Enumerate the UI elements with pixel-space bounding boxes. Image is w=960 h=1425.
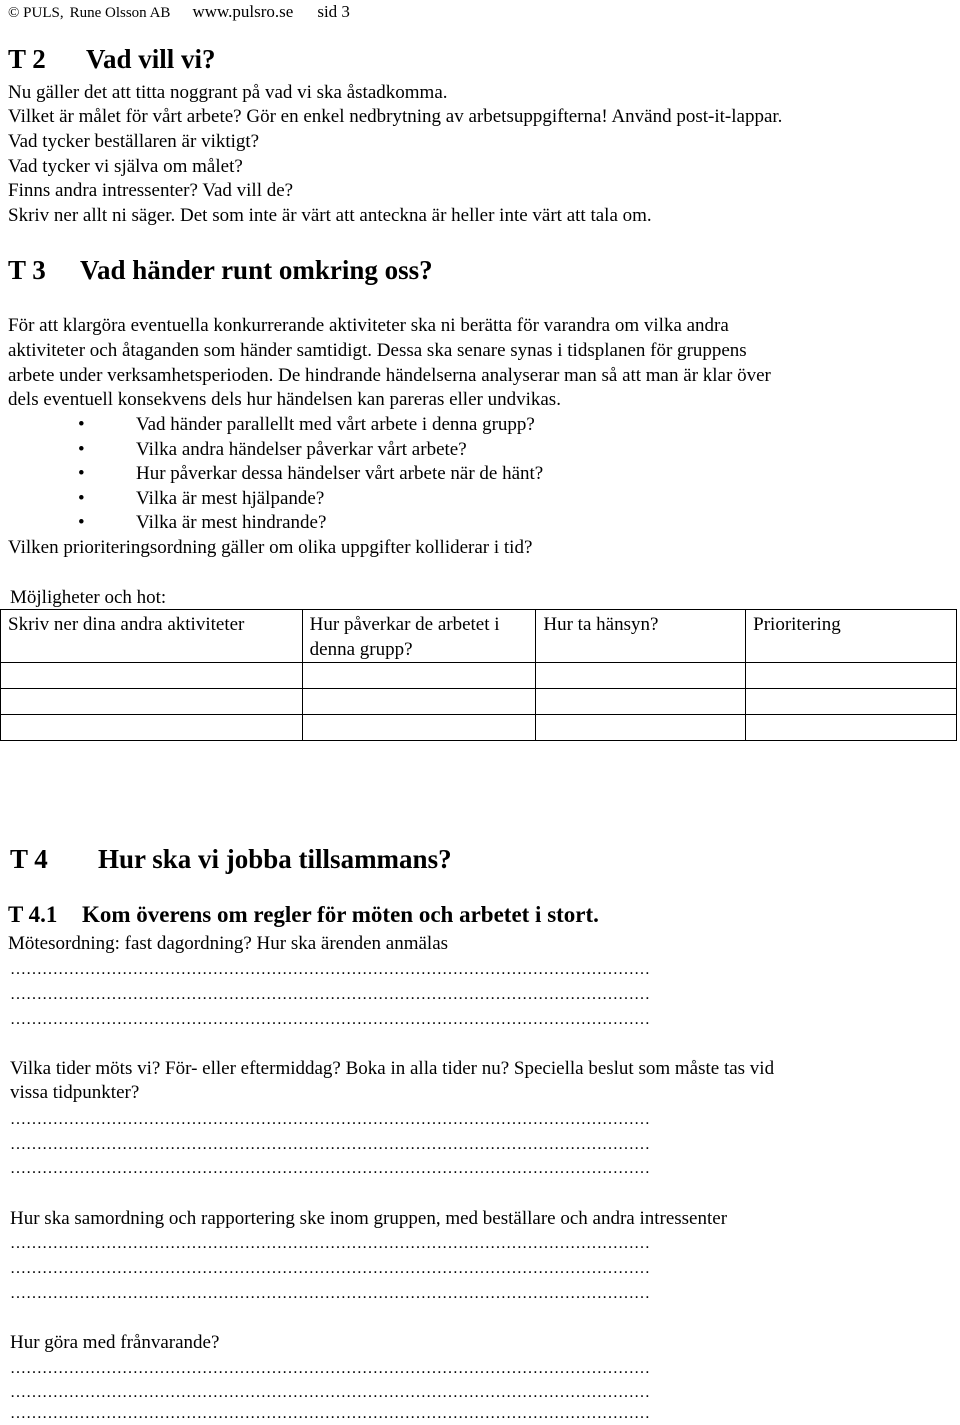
answer-line[interactable]: ………………………………………………………………………………………………………… <box>10 1111 650 1128</box>
bullet-dot: • <box>78 439 85 460</box>
bullet-text: Vad händer parallellt med vårt arbete i denna grupp? <box>136 414 535 435</box>
t3-paragraph-line: dels eventuell konsekvens dels hur händelsen kan pareras eller undvikas. <box>8 389 561 410</box>
t3-paragraph-line: arbete under verksamhetsperioden. De hindrande händelserna analyserar man så att man är klar över <box>8 365 771 386</box>
table-header-cell: Skriv ner dina andra aktiviteter <box>1 610 303 663</box>
table-cell[interactable] <box>746 689 957 715</box>
answer-line[interactable]: ………………………………………………………………………………………………………… <box>10 1285 650 1302</box>
table-row <box>1 689 957 715</box>
table-row <box>1 663 957 689</box>
bullet-item <box>0 511 960 536</box>
t3-paragraph-line: För att klargöra eventuella konkurrerande aktiviteter ska ni berätta för varandra om vilka andra <box>8 315 729 336</box>
answer-line[interactable]: ………………………………………………………………………………………………………… <box>10 1360 650 1377</box>
t2-line: Nu gäller det att titta noggrant på vad vi ska åstadkomma. <box>8 82 448 103</box>
table-header-row <box>1 610 957 663</box>
t2-line: Skriv ner allt ni säger. Det som inte är värt att anteckna är heller inte värt att tala om. <box>8 205 652 226</box>
section-t4-number: T 4 <box>10 844 48 874</box>
bullet-text: Vilka är mest hindrande? <box>136 512 327 533</box>
bullet-item <box>0 413 960 438</box>
t2-line: Finns andra intressenter? Vad vill de? <box>8 180 294 201</box>
bullet-dot: • <box>78 488 85 509</box>
page-number: sid 3 <box>317 2 350 21</box>
answer-line[interactable]: ………………………………………………………………………………………………………… <box>10 1235 650 1252</box>
answer-line[interactable]: ………………………………………………………………………………………………………… <box>10 986 650 1003</box>
answer-line[interactable]: ………………………………………………………………………………………………………… <box>10 1136 650 1153</box>
section-t2-title: Vad vill vi? <box>86 44 216 74</box>
table-cell[interactable] <box>746 715 957 741</box>
website-link: www.pulsro.se <box>192 2 294 21</box>
table-cell[interactable] <box>302 689 536 715</box>
bullet-dot: • <box>78 414 85 435</box>
section-t41-title: Kom överens om regler för möten och arbetet i stort. <box>82 902 599 927</box>
bullet-text: Hur påverkar dessa händelser vårt arbete när de hänt? <box>136 463 544 484</box>
t2-line: Vilket är målet för vårt arbete? Gör en enkel nedbrytning av arbetsuppgifterna! Använd post-it-lappar. <box>8 106 783 127</box>
table-cell[interactable] <box>1 715 303 741</box>
table-header-cell: Hur ta hänsyn? <box>536 610 746 663</box>
section-t2-heading <box>8 44 216 75</box>
section-t41-heading <box>8 902 599 928</box>
question-coordination: Hur ska samordning och rapportering ske inom gruppen, med beställare och andra intressenter <box>10 1208 728 1229</box>
answer-line[interactable]: ………………………………………………………………………………………………………… <box>10 1160 650 1177</box>
table-cell[interactable] <box>1 689 303 715</box>
table-header-cell: Hur påverkar de arbetet i denna grupp? <box>302 610 536 663</box>
section-t41-number: T 4.1 <box>8 902 58 927</box>
section-t3-title: Vad händer runt omkring oss? <box>80 255 433 285</box>
bullet-item <box>0 462 960 487</box>
company-name: Rune Olsson AB <box>69 5 171 21</box>
table-cell[interactable] <box>302 715 536 741</box>
answer-line[interactable]: ………………………………………………………………………………………………………… <box>10 1260 650 1277</box>
table-row <box>1 715 957 741</box>
table-header-cell: Prioritering <box>746 610 957 663</box>
section-t4-heading <box>10 844 452 875</box>
t3-closing-question: Vilken prioriteringsordning gäller om olika uppgifter kolliderar i tid? <box>8 537 533 558</box>
question-meeting-order: Mötesordning: fast dagordning? Hur ska ärenden anmälas <box>8 933 449 954</box>
bullet-dot: • <box>78 463 85 484</box>
answer-line[interactable]: ………………………………………………………………………………………………………… <box>10 1384 650 1401</box>
t3-paragraph-line: aktiviteter och åtaganden som händer samtidigt. Dessa ska senare synas i tidsplanen för gruppens <box>8 340 747 361</box>
table-cell[interactable] <box>536 689 746 715</box>
table-cell[interactable] <box>536 715 746 741</box>
section-t2-number: T 2 <box>8 44 46 74</box>
bullet-item <box>0 487 960 512</box>
copyright-label: © PULS, <box>8 5 64 21</box>
answer-line[interactable]: ………………………………………………………………………………………………………… <box>10 1405 650 1422</box>
bullet-dot: • <box>78 512 85 533</box>
section-t3-number: T 3 <box>8 255 46 285</box>
question-meeting-times-cont: vissa tidpunkter? <box>10 1082 140 1103</box>
section-t4-title: Hur ska vi jobba tillsammans? <box>98 844 452 874</box>
table-cell[interactable] <box>746 663 957 689</box>
page-header <box>8 2 364 22</box>
t2-line: Vad tycker beställaren är viktigt? <box>8 131 260 152</box>
answer-line[interactable]: ………………………………………………………………………………………………………… <box>10 1011 650 1028</box>
activities-table <box>0 609 957 741</box>
answer-line[interactable]: ………………………………………………………………………………………………………… <box>10 961 650 978</box>
table-caption: Möjligheter och hot: <box>10 587 167 608</box>
section-t3-heading <box>8 255 433 286</box>
t2-line: Vad tycker vi själva om målet? <box>8 156 243 177</box>
question-absentees: Hur göra med frånvarande? <box>10 1332 220 1353</box>
bullet-text: Vilka andra händelser påverkar vårt arbete? <box>136 439 467 460</box>
bullet-text: Vilka är mest hjälpande? <box>136 488 325 509</box>
bullet-item <box>0 438 960 463</box>
table-cell[interactable] <box>536 663 746 689</box>
table-cell[interactable] <box>302 663 536 689</box>
question-meeting-times: Vilka tider möts vi? För- eller eftermiddag? Boka in alla tider nu? Speciella beslut som måste tas vid <box>10 1058 775 1079</box>
table-cell[interactable] <box>1 663 303 689</box>
